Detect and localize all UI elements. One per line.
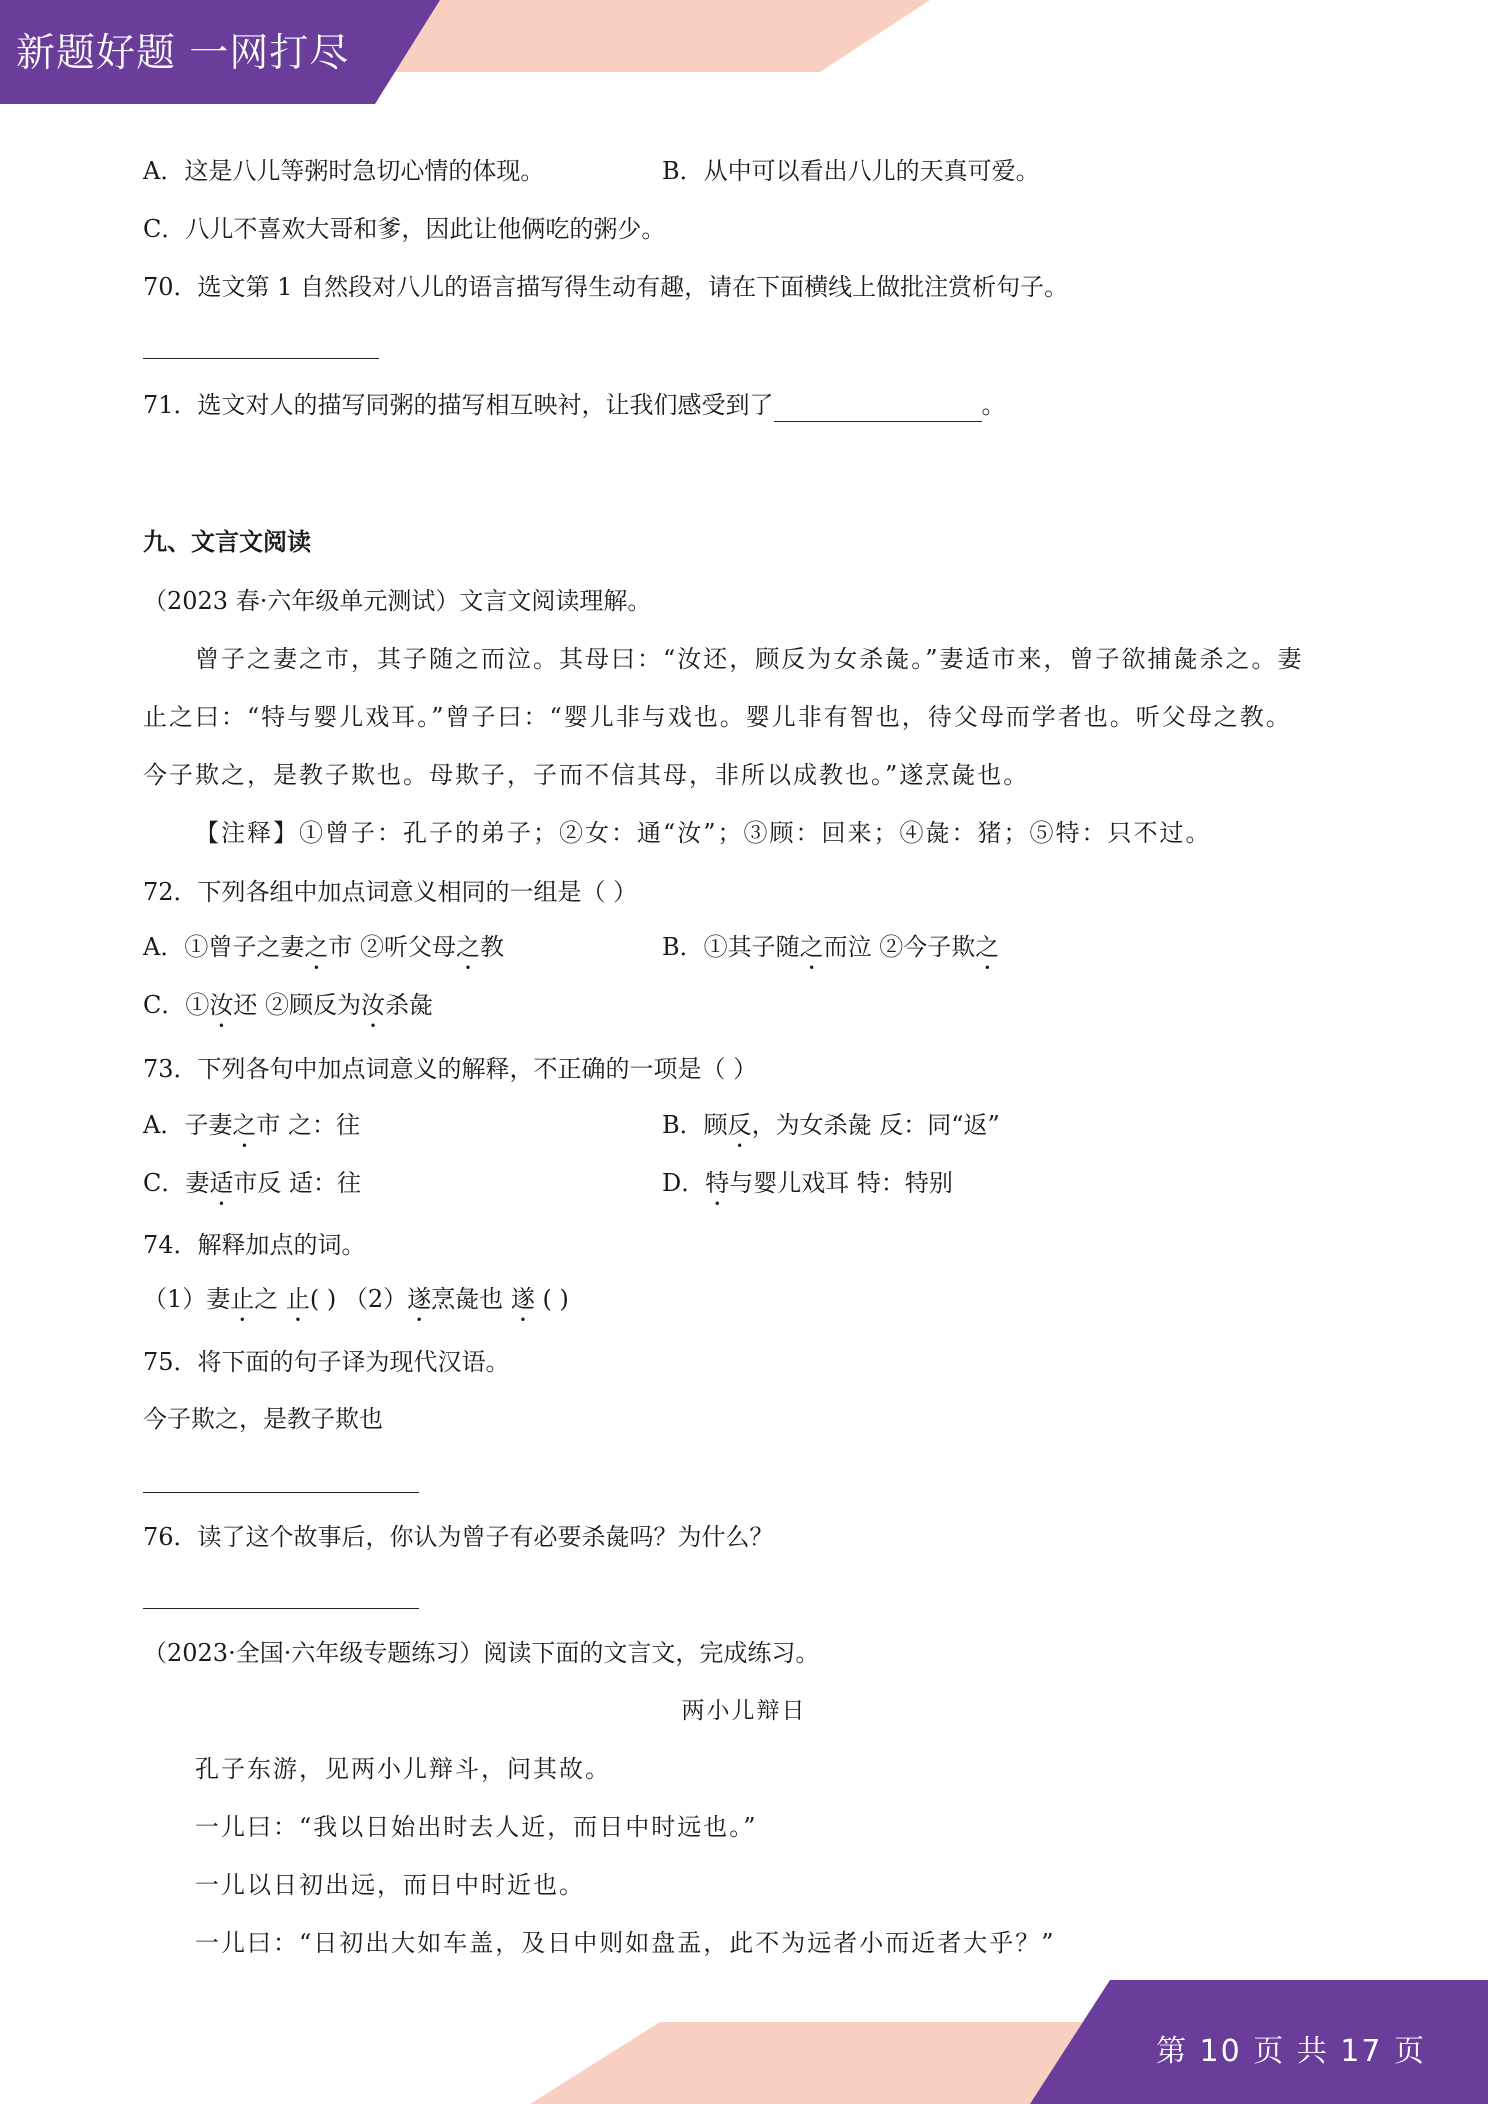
section-heading: 九、文言文阅读 (143, 527, 311, 556)
q73-option-a: A．子妻之市 之：往 (143, 1111, 360, 1139)
q69-option-a: A．这是八儿等粥时急切心情的体现。 (143, 157, 545, 185)
q70-stem: 70．选文第 1 自然段对八儿的语言描写得生动有趣，请在下面横线上做批注赏析句子。 (143, 273, 1069, 301)
q71-end: 。 (981, 391, 1006, 419)
q71-blank (774, 395, 982, 422)
q70-answer-line (143, 358, 379, 359)
passage2-line-3: 一儿以日初出远，而日中时近也。 (195, 1871, 585, 1899)
q72-option-b: B．①其子随之而泣 ②今子欺之 (662, 933, 1000, 961)
q76-stem: 76．读了这个故事后，你认为曾子有必要杀彘吗？为什么？ (143, 1523, 774, 1551)
passage-line-2: 止之曰：“特与婴儿戏耳。”曾子曰：“婴儿非与戏也。婴儿非有智也，待父母而学者也。听父母之教。 (143, 703, 1292, 731)
passage2-line-1: 孔子东游，见两小儿辩斗，问其故。 (195, 1755, 611, 1783)
header-title: 新题好题 一网打尽 (16, 31, 350, 76)
q73-option-c: C．妻适市反 适：往 (143, 1169, 362, 1197)
q73-stem: 73．下列各句中加点词意义的解释，不正确的一项是（ ） (143, 1055, 758, 1083)
passage2-source: （2023·全国·六年级专题练习）阅读下面的文言文，完成练习。 (143, 1639, 820, 1667)
q73-option-d: D．特与婴儿戏耳 特：特别 (662, 1169, 953, 1197)
page-number: 第 10 页 共 17 页 (1155, 2034, 1426, 2069)
q71-stem (143, 388, 1006, 422)
q71-text: 71．选文对人的描写同粥的描写相互映衬，让我们感受到了 (143, 391, 774, 419)
q75-sentence: 今子欺之，是教子欺也 (143, 1405, 383, 1433)
q69-option-c: C．八儿不喜欢大哥和爹，因此让他俩吃的粥少。 (143, 215, 666, 243)
q75-answer-line (143, 1492, 419, 1493)
passage2-title: 两小儿辩日 (681, 1698, 807, 1724)
q73-option-b: B．顾反，为女杀彘 反：同“返” (662, 1111, 1000, 1139)
q72-option-a: A．①曾子之妻之市 ②听父母之教 (143, 933, 504, 961)
passage2-line-2: 一儿曰：“我以日始出时去人近，而日中时远也。” (195, 1813, 758, 1841)
q72-stem: 72．下列各组中加点词意义相同的一组是（ ） (143, 878, 638, 906)
q72-option-c: C．①汝还 ②顾反为汝杀彘 (143, 991, 434, 1019)
q69-option-b: B．从中可以看出八儿的天真可爱。 (662, 157, 1040, 185)
q74-items: （1）妻止之 止( ) （2）遂烹彘也 遂 ( ) (143, 1285, 569, 1313)
q74-stem: 74．解释加点的词。 (143, 1231, 366, 1259)
passage-line-1: 曾子之妻之市，其子随之而泣。其母曰：“汝还，顾反为女杀彘。”妻适市来，曾子欲捕彘杀之。妻 (195, 645, 1304, 673)
q76-answer-line (143, 1608, 419, 1609)
passage2-line-4: 一儿曰：“日初出大如车盖，及日中则如盘盂，此不为远者小而近者大乎？” (195, 1929, 1056, 1957)
passage-note: 【注释】①曾子：孔子的弟子；②女：通“汝”；③顾：回来；④彘：猪；⑤特：只不过。 (195, 819, 1212, 847)
passage-line-3: 今子欺之，是教子欺也。母欺子，子而不信其母，非所以成教也。”遂烹彘也。 (143, 761, 1030, 789)
q75-stem: 75．将下面的句子译为现代汉语。 (143, 1348, 510, 1376)
passage-source: （2023 春·六年级单元测试）文言文阅读理解。 (143, 587, 652, 615)
